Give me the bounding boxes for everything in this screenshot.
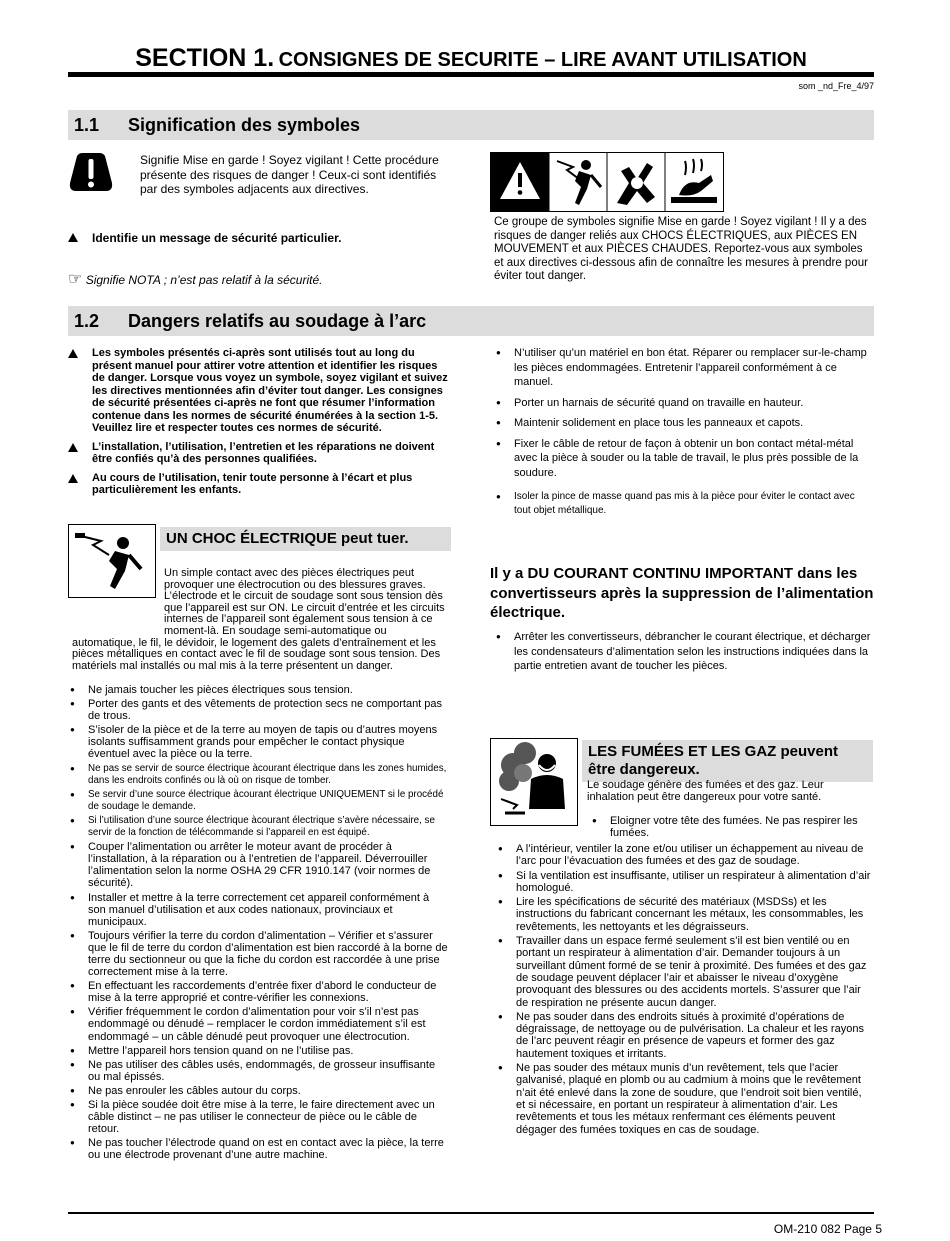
list-item: ● Installer et mettre à la terre correctement cet appareil conformément à son manuel d’utilisation et aux codes nationaux, provinciaux et municipaux. (68, 892, 448, 928)
list-item: ● Toujours vérifier la terre du cordon d’alimentation – Vérifier et s’assurer que le fil de terre du cordon d’alimentation est bien raccordé à la borne de terre du sectionneur ou que la fiche du cordon est raccordée à une prise correctement mise à la terre. (68, 930, 448, 978)
fumes-intro: Le soudage génère des fumées et des gaz. Leur inhalation peut être dangereux pour votre santé. (587, 779, 824, 803)
footer-rule (68, 1212, 874, 1214)
electric-shock-list (68, 684, 448, 1161)
electric-shock-intro: Un simple contact avec des pièces électriques peut provoquer une électrocution ou des blessures graves. L’électrode et le circuit de soudage sont sous tension dès que l’appareil est sur ON. Le circuit d’entrée et les circuits internes de l’appareil sont également sous tension à ce moment-là. En soudage semi-automatique ou automatique, le fil, le dévidoir, le logement des galets d’entraînement et les pièces métalliques en contact avec le fil de soudage sont sous tension. Des matériels mal installés ou mal mis à la terre présentent un danger. (72, 567, 445, 672)
doc-code: som _nd_Fre_4/97 (798, 81, 874, 91)
electric-shock-title: UN CHOC ÉLECTRIQUE peut tuer. (160, 527, 451, 551)
heading-1-1 (68, 110, 874, 140)
list-item: ● Porter des gants et des vêtements de protection secs ne comportant pas de trous. (68, 698, 448, 722)
list-item: ● Porter un harnais de sécurité quand on travaille en hauteur. (494, 396, 872, 411)
list-item: ● Maintenir solidement en place tous les panneaux et capots. (494, 416, 872, 431)
right-list (494, 346, 872, 518)
fumes-icon (490, 738, 578, 826)
list-item: ● A l’intérieur, ventiler la zone et/ou utiliser un échappement au niveau de l’arc pour l’évacuation des fumées et des gaz de soudage. (496, 843, 872, 868)
heading-1-2-title: Dangers relatifs au soudage à l’arc (128, 311, 427, 331)
dc-warning-heading: Il y a DU COURANT CONTINU IMPORTANT dans les convertisseurs après la suppression de l’alimentation électrique. (490, 565, 874, 621)
list-item: ● Vérifier fréquemment le cordon d’alimentation pour voir s’il n’est pas endommagé ou dénudé – remplacer le cordon immédiatement s’il est endommagé – un câble dénudé peut provoquer une électrocution. (68, 1006, 448, 1042)
list-item: ● Ne pas utiliser des câbles usés, endommagés, de grosseur insuffisante ou mal épissés. (68, 1059, 448, 1083)
list-item: ● Arrêter les convertisseurs, débrancher le courant électrique, et décharger les condensateurs d’alimentation selon les instructions indiquées dans la partie entretien avant de toucher les pièces. (494, 630, 872, 674)
list-item: ● Mettre l’appareil hors tension quand on ne l’utilise pas. (68, 1045, 448, 1057)
fumes-title: LES FUMÉES ET LES GAZ peuvent être dangereux. (582, 740, 873, 782)
list-item: ● Ne pas se servir de source électrique àcourant électrique dans les zones humides, dans les endroits confinés ou là où on risque de tomber. (68, 763, 448, 787)
list-item: ● Si l’utilisation d’une source électrique àcourant électrique s’avère nécessaire, se servir de la fonction de télécommande si l’appareil en est équipé. (68, 815, 448, 839)
warning-meaning: Signifie Mise en garde ! Soyez vigilant ! Cette procédure présente des risques de danger ! Ceux-ci sont identifiés par des symboles adjacents aux directives. (140, 153, 439, 196)
list-item: ● S’isoler de la pièce et de la terre au moyen de tapis ou d’autres moyens isolants suffisamment grands pour empêcher le contact physique éventuel avec la pièce ou la terre. (68, 724, 448, 760)
list-item: ● Fixer le câble de retour de façon à obtenir un bon contact métal-métal avec la pièce à souder ou la table de travail, le plus près possible de la soudure. (494, 437, 872, 481)
fumes-list (496, 843, 872, 1136)
list-item: ● N’utiliser qu’un matériel en bon état. Réparer ou remplacer sur-le-champ les pièces endommagées. Entretenir l’appareil conformément à ce manuel. (494, 346, 872, 390)
section-number: SECTION 1. (135, 44, 275, 72)
intro-list (68, 347, 452, 497)
title-rule (68, 72, 874, 77)
note-meaning: ☞ Signifie NOTA ; n’est pas relatif à la sécurité. (68, 271, 323, 288)
list-item: ● Eloigner votre tête des fumées. Ne pas respirer les fumées. (590, 815, 872, 840)
page-footer: OM-210 082 Page 5 (773, 1222, 882, 1236)
hot-parts-icon (665, 153, 723, 211)
list-item: ● Ne pas souder des métaux munis d’un revêtement, tels que l’acier galvanisé, plaqué en plomb ou au cadmium à moins que le revêtement n’ait été enlevé dans la zone de soudure, que l’endroit soit bien ventilé, et si nécessaire, en portant un respirateur à alimentation d’air. Les revêtements et tous les métaux renfermant ces éléments peuvent dégager des fumées toxiques en cas de soudage. (496, 1062, 872, 1136)
list-item: ● Ne jamais toucher les pièces électriques sous tension. (68, 684, 448, 696)
page-title (68, 44, 874, 73)
pointing-hand-icon: ☞ (68, 271, 83, 288)
heading-1-1-num: 1.1 (74, 115, 100, 135)
list-item: ● Lire les spécifications de sécurité des matériaux (MSDSs) et les instructions du fabricant concernant les métaux, les consommables, les revêtements, les nettoyants et les dégraisseurs. (496, 896, 872, 933)
list-item: ● Ne pas toucher l’électrode quand on est en contact avec la pièce, la terre ou une électrode provenant d’une autre machine. (68, 1137, 448, 1161)
symbol-group (490, 152, 724, 212)
list-item: ● Ne pas souder dans des endroits situés à proximité d’opérations de dégraissage, de nettoyage ou de pulvérisation. La chaleur et les rayons de l’arc peuvent réagir en présence de vapeurs et former des gaz hautement toxiques et irritants. (496, 1011, 872, 1060)
symbol-group-meaning: Ce groupe de symboles signifie Mise en garde ! Soyez vigilant ! Il y a des risques de danger reliés aux CHOCS ÉLECTRIQUES, aux PIÈCES EN MOUVEMENT et aux PIÈCES CHAUDES. Reportez-vous aux symboles et aux directives ci-dessous afin de connaître les mesures à prendre pour éviter tout danger. (494, 216, 868, 282)
fumes-first-list (590, 815, 872, 840)
list-item: ● Ne pas enrouler les câbles autour du corps. (68, 1085, 448, 1097)
list-item: ● Travailler dans un espace fermé seulement s’il est bien ventilé ou en portant un respirateur à alimentation d’air. Demander toujours à un surveillant dûment formé de se tenir à proximité. Des fumées et des gaz de soudage peuvent déplacer l’air et abaisser le niveau d’oxygène provoquant des blessures ou des accidents mortels. S’assurer que l’air de respiration ne présente aucun danger. (496, 935, 872, 1009)
moving-parts-icon (607, 153, 665, 211)
electric-shock-icon (549, 153, 607, 211)
intro-item: Les symboles présentés ci-après sont utilisés tout au long du présent manuel pour attirer votre attention et identifier les risques de danger. Lorsque vous voyez un symbole, soyez vigilant et suivez les directives mentionnées afin d’éviter tout danger. Les consignes de sécurité présentées ci-après ne font que résumer l’information contenue dans les normes de sécurité énumérées à la section 1-5. Veuillez lire et respecter toutes ces normes de sécurité. (68, 347, 452, 435)
triangle-meaning: Identifie un message de sécurité particulier. (68, 231, 472, 245)
section-title: CONSIGNES DE SECURITE – LIRE AVANT UTILISATION (278, 49, 807, 71)
list-item: ● Si la pièce soudée doit être mise à la terre, le faire directement avec un câble distinct – ne pas utiliser le connecteur de pièce ou le câble de retour. (68, 1099, 448, 1135)
heading-1-2-num: 1.2 (74, 311, 100, 331)
list-item: ● En effectuant les raccordements d’entrée fixer d’abord le conducteur de mise à la terre approprié et contre-vérifier les connexions. (68, 980, 448, 1004)
warning-icon (68, 150, 114, 194)
intro-item: L’installation, l’utilisation, l’entretien et les réparations ne doivent être confiés qu’à des personnes qualifiées. (68, 441, 452, 466)
list-item: ● Couper l’alimentation ou arrêter le moteur avant de procéder à l’installation, à la réparation ou à l’entretien de l’appareil. Déverrouiller l’alimentation selon la norme OSHA 29 CFR 1910.147 (voir normes de sécurité). (68, 841, 448, 889)
list-item: ● Si la ventilation est insuffisante, utiliser un respirateur à alimentation d’air homologué. (496, 870, 872, 895)
heading-1-2 (68, 306, 874, 336)
heading-1-1-title: Signification des symboles (128, 115, 361, 135)
list-item: ● Se servir d’une source électrique àcourant électrique UNIQUEMENT si le procédé de soudage le demande. (68, 789, 448, 813)
intro-item: Au cours de l’utilisation, tenir toute personne à l’écart et plus particulièrement les enfants. (68, 472, 452, 497)
triangle-icon (68, 233, 78, 242)
list-item: ● Isoler la pince de masse quand pas mis à la pièce pour éviter le contact avec tout objet métallique. (494, 490, 872, 518)
dc-warning-list (494, 630, 872, 674)
